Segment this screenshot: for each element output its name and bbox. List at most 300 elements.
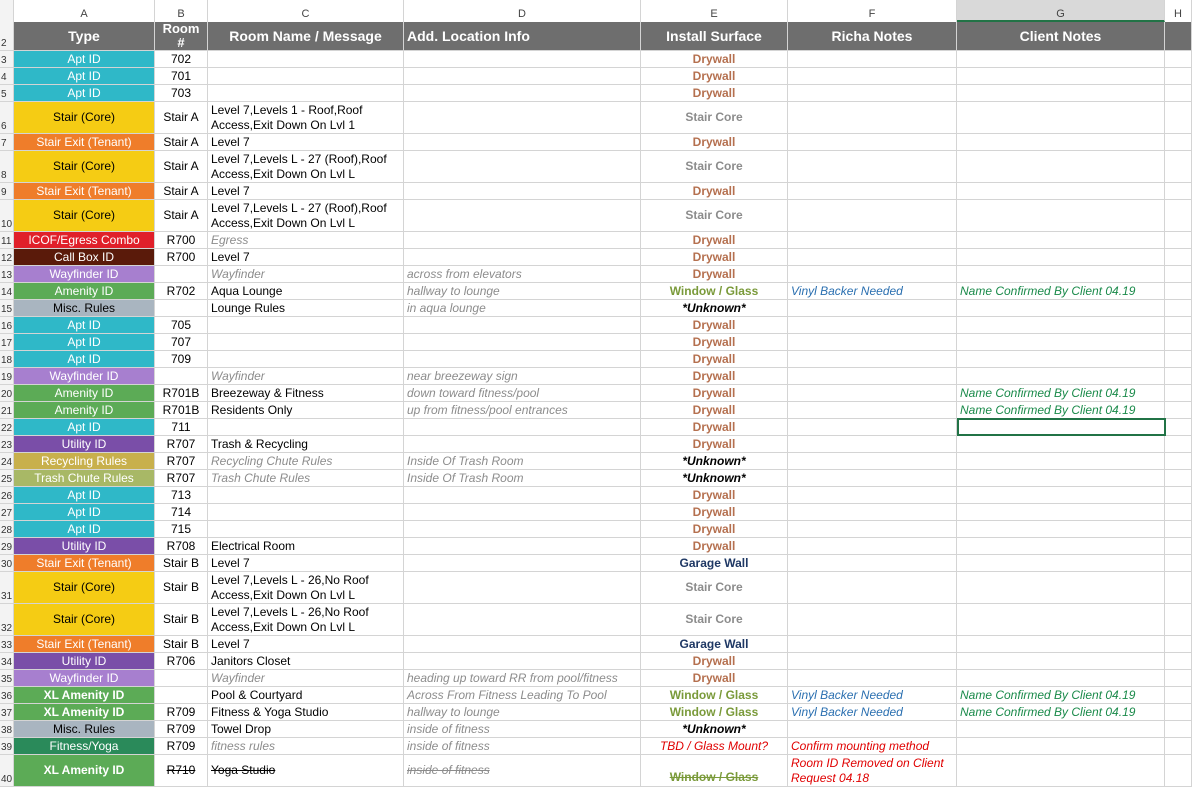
col-h-cell[interactable] bbox=[1165, 738, 1192, 755]
room-name-cell[interactable] bbox=[208, 300, 404, 317]
client-notes-cell[interactable] bbox=[957, 653, 1165, 670]
type-cell[interactable] bbox=[14, 604, 155, 636]
type-cell[interactable] bbox=[14, 453, 155, 470]
room-number-cell[interactable] bbox=[155, 738, 208, 755]
richa-notes-cell[interactable] bbox=[788, 85, 957, 102]
type-cell[interactable] bbox=[14, 200, 155, 232]
room-name-cell[interactable] bbox=[208, 134, 404, 151]
row-header[interactable]: 4 bbox=[0, 68, 14, 85]
room-name-cell[interactable] bbox=[208, 266, 404, 283]
install-surface-cell[interactable] bbox=[641, 436, 788, 453]
row-header[interactable]: 28 bbox=[0, 521, 14, 538]
client-notes-cell[interactable] bbox=[957, 249, 1165, 266]
client-notes-cell[interactable] bbox=[957, 351, 1165, 368]
location-info-cell[interactable] bbox=[404, 283, 641, 300]
install-surface-cell[interactable] bbox=[641, 653, 788, 670]
row-header[interactable]: 17 bbox=[0, 334, 14, 351]
location-info-cell[interactable] bbox=[404, 653, 641, 670]
location-info-cell[interactable] bbox=[404, 721, 641, 738]
room-number-cell[interactable] bbox=[155, 555, 208, 572]
col-h-cell[interactable] bbox=[1165, 436, 1192, 453]
room-name-cell[interactable] bbox=[208, 232, 404, 249]
room-name-cell[interactable] bbox=[208, 402, 404, 419]
location-info-cell[interactable] bbox=[404, 755, 641, 787]
install-surface-cell[interactable] bbox=[641, 249, 788, 266]
install-surface-cell[interactable] bbox=[641, 555, 788, 572]
client-notes-cell[interactable] bbox=[957, 521, 1165, 538]
richa-notes-cell[interactable] bbox=[788, 283, 957, 300]
richa-notes-cell[interactable] bbox=[788, 453, 957, 470]
col-h-cell[interactable] bbox=[1165, 183, 1192, 200]
room-name-cell[interactable] bbox=[208, 436, 404, 453]
install-surface-cell[interactable] bbox=[641, 755, 788, 787]
richa-notes-cell[interactable] bbox=[788, 704, 957, 721]
location-info-cell[interactable] bbox=[404, 385, 641, 402]
room-name-cell[interactable] bbox=[208, 572, 404, 604]
room-name-cell[interactable] bbox=[208, 283, 404, 300]
location-info-cell[interactable] bbox=[404, 317, 641, 334]
richa-notes-cell[interactable] bbox=[788, 51, 957, 68]
install-surface-cell[interactable] bbox=[641, 704, 788, 721]
col-h-cell[interactable] bbox=[1165, 200, 1192, 232]
type-cell[interactable] bbox=[14, 721, 155, 738]
col-h-cell[interactable] bbox=[1165, 572, 1192, 604]
client-notes-cell[interactable] bbox=[957, 232, 1165, 249]
col-h-cell[interactable] bbox=[1165, 368, 1192, 385]
type-cell[interactable] bbox=[14, 487, 155, 504]
room-number-cell[interactable] bbox=[155, 470, 208, 487]
row-header[interactable]: 21 bbox=[0, 402, 14, 419]
richa-notes-cell[interactable] bbox=[788, 604, 957, 636]
richa-notes-cell[interactable] bbox=[788, 687, 957, 704]
row-header[interactable]: 6 bbox=[0, 102, 14, 134]
location-info-cell[interactable] bbox=[404, 232, 641, 249]
row-header[interactable]: 35 bbox=[0, 670, 14, 687]
type-cell[interactable] bbox=[14, 555, 155, 572]
richa-notes-cell[interactable] bbox=[788, 738, 957, 755]
col-h-cell[interactable] bbox=[1165, 521, 1192, 538]
install-surface-cell[interactable] bbox=[641, 687, 788, 704]
row-header[interactable]: 5 bbox=[0, 85, 14, 102]
install-surface-cell[interactable] bbox=[641, 470, 788, 487]
room-name-cell[interactable] bbox=[208, 183, 404, 200]
client-notes-cell[interactable] bbox=[957, 368, 1165, 385]
row-header[interactable]: 12 bbox=[0, 249, 14, 266]
type-cell[interactable] bbox=[14, 436, 155, 453]
client-notes-cell[interactable] bbox=[957, 453, 1165, 470]
row-header[interactable]: 31 bbox=[0, 572, 14, 604]
room-name-cell[interactable] bbox=[208, 317, 404, 334]
room-number-cell[interactable] bbox=[155, 334, 208, 351]
client-notes-cell[interactable] bbox=[957, 487, 1165, 504]
row-header[interactable]: 38 bbox=[0, 721, 14, 738]
room-number-cell[interactable] bbox=[155, 283, 208, 300]
col-h-cell[interactable] bbox=[1165, 487, 1192, 504]
richa-notes-cell[interactable] bbox=[788, 572, 957, 604]
room-name-cell[interactable] bbox=[208, 521, 404, 538]
room-name-cell[interactable] bbox=[208, 538, 404, 555]
row-header[interactable]: 37 bbox=[0, 704, 14, 721]
header-room-number[interactable] bbox=[155, 22, 208, 51]
row-header[interactable]: 14 bbox=[0, 283, 14, 300]
install-surface-cell[interactable] bbox=[641, 402, 788, 419]
richa-notes-cell[interactable] bbox=[788, 300, 957, 317]
client-notes-cell[interactable] bbox=[957, 134, 1165, 151]
location-info-cell[interactable] bbox=[404, 134, 641, 151]
location-info-cell[interactable] bbox=[404, 402, 641, 419]
type-cell[interactable] bbox=[14, 636, 155, 653]
install-surface-cell[interactable] bbox=[641, 521, 788, 538]
room-name-cell[interactable] bbox=[208, 755, 404, 787]
row-header[interactable]: 39 bbox=[0, 738, 14, 755]
room-name-cell[interactable] bbox=[208, 453, 404, 470]
install-surface-cell[interactable] bbox=[641, 604, 788, 636]
room-number-cell[interactable] bbox=[155, 351, 208, 368]
col-h-cell[interactable] bbox=[1165, 102, 1192, 134]
type-cell[interactable] bbox=[14, 249, 155, 266]
room-number-cell[interactable] bbox=[155, 636, 208, 653]
richa-notes-cell[interactable] bbox=[788, 183, 957, 200]
install-surface-cell[interactable] bbox=[641, 351, 788, 368]
richa-notes-cell[interactable] bbox=[788, 636, 957, 653]
room-name-cell[interactable] bbox=[208, 351, 404, 368]
install-surface-cell[interactable] bbox=[641, 538, 788, 555]
client-notes-cell[interactable] bbox=[957, 151, 1165, 183]
location-info-cell[interactable] bbox=[404, 266, 641, 283]
location-info-cell[interactable] bbox=[404, 738, 641, 755]
location-info-cell[interactable] bbox=[404, 670, 641, 687]
row-header[interactable]: 10 bbox=[0, 200, 14, 232]
client-notes-cell[interactable] bbox=[957, 470, 1165, 487]
location-info-cell[interactable] bbox=[404, 436, 641, 453]
location-info-cell[interactable] bbox=[404, 470, 641, 487]
column-header-a[interactable]: A bbox=[14, 0, 155, 22]
client-notes-cell[interactable] bbox=[957, 385, 1165, 402]
install-surface-cell[interactable] bbox=[641, 51, 788, 68]
richa-notes-cell[interactable] bbox=[788, 653, 957, 670]
row-header[interactable]: 2 bbox=[0, 22, 14, 51]
location-info-cell[interactable] bbox=[404, 85, 641, 102]
client-notes-cell[interactable] bbox=[957, 102, 1165, 134]
richa-notes-cell[interactable] bbox=[788, 436, 957, 453]
select-all-corner[interactable] bbox=[0, 0, 14, 22]
col-h-cell[interactable] bbox=[1165, 68, 1192, 85]
location-info-cell[interactable] bbox=[404, 351, 641, 368]
type-cell[interactable] bbox=[14, 232, 155, 249]
room-name-cell[interactable] bbox=[208, 604, 404, 636]
row-header[interactable]: 33 bbox=[0, 636, 14, 653]
header-add-location-info[interactable] bbox=[404, 22, 641, 51]
richa-notes-cell[interactable] bbox=[788, 68, 957, 85]
client-notes-cell[interactable] bbox=[957, 670, 1165, 687]
type-cell[interactable] bbox=[14, 300, 155, 317]
room-name-cell[interactable] bbox=[208, 653, 404, 670]
install-surface-cell[interactable] bbox=[641, 68, 788, 85]
type-cell[interactable] bbox=[14, 419, 155, 436]
col-h-cell[interactable] bbox=[1165, 687, 1192, 704]
header-client-notes[interactable] bbox=[957, 22, 1165, 51]
room-number-cell[interactable] bbox=[155, 453, 208, 470]
install-surface-cell[interactable] bbox=[641, 419, 788, 436]
location-info-cell[interactable] bbox=[404, 102, 641, 134]
type-cell[interactable] bbox=[14, 755, 155, 787]
column-header-c[interactable]: C bbox=[208, 0, 404, 22]
col-h-cell[interactable] bbox=[1165, 232, 1192, 249]
install-surface-cell[interactable] bbox=[641, 368, 788, 385]
richa-notes-cell[interactable] bbox=[788, 368, 957, 385]
col-h-cell[interactable] bbox=[1165, 385, 1192, 402]
row-header[interactable]: 27 bbox=[0, 504, 14, 521]
install-surface-cell[interactable] bbox=[641, 504, 788, 521]
install-surface-cell[interactable] bbox=[641, 134, 788, 151]
richa-notes-cell[interactable] bbox=[788, 555, 957, 572]
install-surface-cell[interactable] bbox=[641, 334, 788, 351]
type-cell[interactable] bbox=[14, 368, 155, 385]
col-h-cell[interactable] bbox=[1165, 351, 1192, 368]
install-surface-cell[interactable] bbox=[641, 670, 788, 687]
location-info-cell[interactable] bbox=[404, 51, 641, 68]
room-name-cell[interactable] bbox=[208, 368, 404, 385]
location-info-cell[interactable] bbox=[404, 151, 641, 183]
header-col-h[interactable] bbox=[1165, 22, 1192, 51]
column-header-f[interactable]: F bbox=[788, 0, 957, 22]
location-info-cell[interactable] bbox=[404, 604, 641, 636]
room-number-cell[interactable] bbox=[155, 487, 208, 504]
install-surface-cell[interactable] bbox=[641, 151, 788, 183]
row-header[interactable]: 18 bbox=[0, 351, 14, 368]
room-name-cell[interactable] bbox=[208, 85, 404, 102]
client-notes-cell[interactable] bbox=[957, 636, 1165, 653]
richa-notes-cell[interactable] bbox=[788, 266, 957, 283]
richa-notes-cell[interactable] bbox=[788, 351, 957, 368]
room-name-cell[interactable] bbox=[208, 151, 404, 183]
room-number-cell[interactable] bbox=[155, 183, 208, 200]
column-header-b[interactable]: B bbox=[155, 0, 208, 22]
location-info-cell[interactable] bbox=[404, 504, 641, 521]
install-surface-cell[interactable] bbox=[641, 300, 788, 317]
room-name-cell[interactable] bbox=[208, 738, 404, 755]
client-notes-cell[interactable] bbox=[957, 68, 1165, 85]
room-name-cell[interactable] bbox=[208, 68, 404, 85]
column-header-h[interactable]: H bbox=[1165, 0, 1192, 22]
type-cell[interactable] bbox=[14, 538, 155, 555]
room-number-cell[interactable] bbox=[155, 266, 208, 283]
row-header[interactable]: 23 bbox=[0, 436, 14, 453]
type-cell[interactable] bbox=[14, 51, 155, 68]
room-number-cell[interactable] bbox=[155, 249, 208, 266]
type-cell[interactable] bbox=[14, 183, 155, 200]
type-cell[interactable] bbox=[14, 134, 155, 151]
room-number-cell[interactable] bbox=[155, 385, 208, 402]
row-header[interactable]: 3 bbox=[0, 51, 14, 68]
col-h-cell[interactable] bbox=[1165, 470, 1192, 487]
row-header[interactable]: 29 bbox=[0, 538, 14, 555]
header-richa-notes[interactable] bbox=[788, 22, 957, 51]
room-number-cell[interactable] bbox=[155, 402, 208, 419]
row-header[interactable]: 7 bbox=[0, 134, 14, 151]
room-number-cell[interactable] bbox=[155, 538, 208, 555]
col-h-cell[interactable] bbox=[1165, 721, 1192, 738]
row-header[interactable]: 8 bbox=[0, 151, 14, 183]
install-surface-cell[interactable] bbox=[641, 636, 788, 653]
room-number-cell[interactable] bbox=[155, 51, 208, 68]
install-surface-cell[interactable] bbox=[641, 200, 788, 232]
row-header[interactable]: 22 bbox=[0, 419, 14, 436]
room-name-cell[interactable] bbox=[208, 249, 404, 266]
location-info-cell[interactable] bbox=[404, 68, 641, 85]
location-info-cell[interactable] bbox=[404, 419, 641, 436]
room-name-cell[interactable] bbox=[208, 487, 404, 504]
row-header[interactable]: 15 bbox=[0, 300, 14, 317]
room-number-cell[interactable] bbox=[155, 653, 208, 670]
row-header[interactable]: 36 bbox=[0, 687, 14, 704]
room-number-cell[interactable] bbox=[155, 687, 208, 704]
richa-notes-cell[interactable] bbox=[788, 755, 957, 787]
type-cell[interactable] bbox=[14, 704, 155, 721]
col-h-cell[interactable] bbox=[1165, 134, 1192, 151]
col-h-cell[interactable] bbox=[1165, 453, 1192, 470]
type-cell[interactable] bbox=[14, 283, 155, 300]
column-header-d[interactable]: D bbox=[404, 0, 641, 22]
client-notes-cell[interactable] bbox=[957, 687, 1165, 704]
richa-notes-cell[interactable] bbox=[788, 538, 957, 555]
install-surface-cell[interactable] bbox=[641, 453, 788, 470]
type-cell[interactable] bbox=[14, 470, 155, 487]
location-info-cell[interactable] bbox=[404, 453, 641, 470]
room-name-cell[interactable] bbox=[208, 504, 404, 521]
col-h-cell[interactable] bbox=[1165, 283, 1192, 300]
room-name-cell[interactable] bbox=[208, 687, 404, 704]
location-info-cell[interactable] bbox=[404, 572, 641, 604]
row-header[interactable]: 26 bbox=[0, 487, 14, 504]
install-surface-cell[interactable] bbox=[641, 102, 788, 134]
richa-notes-cell[interactable] bbox=[788, 102, 957, 134]
client-notes-cell[interactable] bbox=[957, 738, 1165, 755]
location-info-cell[interactable] bbox=[404, 704, 641, 721]
room-number-cell[interactable] bbox=[155, 85, 208, 102]
row-header[interactable]: 20 bbox=[0, 385, 14, 402]
install-surface-cell[interactable] bbox=[641, 85, 788, 102]
location-info-cell[interactable] bbox=[404, 200, 641, 232]
row-header[interactable]: 11 bbox=[0, 232, 14, 249]
col-h-cell[interactable] bbox=[1165, 704, 1192, 721]
type-cell[interactable] bbox=[14, 151, 155, 183]
richa-notes-cell[interactable] bbox=[788, 385, 957, 402]
install-surface-cell[interactable] bbox=[641, 232, 788, 249]
header-room-name[interactable] bbox=[208, 22, 404, 51]
room-number-cell[interactable] bbox=[155, 572, 208, 604]
col-h-cell[interactable] bbox=[1165, 151, 1192, 183]
richa-notes-cell[interactable] bbox=[788, 317, 957, 334]
room-number-cell[interactable] bbox=[155, 102, 208, 134]
location-info-cell[interactable] bbox=[404, 555, 641, 572]
col-h-cell[interactable] bbox=[1165, 555, 1192, 572]
col-h-cell[interactable] bbox=[1165, 249, 1192, 266]
richa-notes-cell[interactable] bbox=[788, 232, 957, 249]
client-notes-cell[interactable] bbox=[957, 436, 1165, 453]
client-notes-cell[interactable] bbox=[957, 504, 1165, 521]
column-header-g[interactable]: G bbox=[957, 0, 1165, 22]
install-surface-cell[interactable] bbox=[641, 317, 788, 334]
room-name-cell[interactable] bbox=[208, 470, 404, 487]
col-h-cell[interactable] bbox=[1165, 334, 1192, 351]
location-info-cell[interactable] bbox=[404, 183, 641, 200]
location-info-cell[interactable] bbox=[404, 334, 641, 351]
client-notes-cell[interactable] bbox=[957, 755, 1165, 787]
row-header[interactable]: 30 bbox=[0, 555, 14, 572]
client-notes-cell[interactable] bbox=[957, 51, 1165, 68]
location-info-cell[interactable] bbox=[404, 249, 641, 266]
room-name-cell[interactable] bbox=[208, 334, 404, 351]
type-cell[interactable] bbox=[14, 351, 155, 368]
client-notes-cell[interactable] bbox=[957, 283, 1165, 300]
header-install-surface[interactable] bbox=[641, 22, 788, 51]
room-number-cell[interactable] bbox=[155, 504, 208, 521]
type-cell[interactable] bbox=[14, 572, 155, 604]
col-h-cell[interactable] bbox=[1165, 85, 1192, 102]
room-name-cell[interactable] bbox=[208, 385, 404, 402]
row-header[interactable]: 40 bbox=[0, 755, 14, 787]
richa-notes-cell[interactable] bbox=[788, 470, 957, 487]
col-h-cell[interactable] bbox=[1165, 504, 1192, 521]
client-notes-cell[interactable] bbox=[957, 721, 1165, 738]
col-h-cell[interactable] bbox=[1165, 419, 1192, 436]
row-header[interactable]: 19 bbox=[0, 368, 14, 385]
client-notes-cell[interactable] bbox=[957, 317, 1165, 334]
install-surface-cell[interactable] bbox=[641, 721, 788, 738]
room-name-cell[interactable] bbox=[208, 419, 404, 436]
client-notes-cell[interactable] bbox=[957, 538, 1165, 555]
room-name-cell[interactable] bbox=[208, 51, 404, 68]
richa-notes-cell[interactable] bbox=[788, 419, 957, 436]
col-h-cell[interactable] bbox=[1165, 266, 1192, 283]
col-h-cell[interactable] bbox=[1165, 300, 1192, 317]
room-number-cell[interactable] bbox=[155, 300, 208, 317]
richa-notes-cell[interactable] bbox=[788, 487, 957, 504]
room-name-cell[interactable] bbox=[208, 704, 404, 721]
install-surface-cell[interactable] bbox=[641, 266, 788, 283]
type-cell[interactable] bbox=[14, 653, 155, 670]
richa-notes-cell[interactable] bbox=[788, 151, 957, 183]
type-cell[interactable] bbox=[14, 317, 155, 334]
client-notes-cell[interactable] bbox=[957, 704, 1165, 721]
location-info-cell[interactable] bbox=[404, 300, 641, 317]
room-name-cell[interactable] bbox=[208, 200, 404, 232]
room-name-cell[interactable] bbox=[208, 102, 404, 134]
col-h-cell[interactable] bbox=[1165, 402, 1192, 419]
room-number-cell[interactable] bbox=[155, 232, 208, 249]
room-number-cell[interactable] bbox=[155, 317, 208, 334]
room-name-cell[interactable] bbox=[208, 555, 404, 572]
richa-notes-cell[interactable] bbox=[788, 521, 957, 538]
col-h-cell[interactable] bbox=[1165, 604, 1192, 636]
install-surface-cell[interactable] bbox=[641, 738, 788, 755]
richa-notes-cell[interactable] bbox=[788, 670, 957, 687]
room-number-cell[interactable] bbox=[155, 200, 208, 232]
location-info-cell[interactable] bbox=[404, 687, 641, 704]
type-cell[interactable] bbox=[14, 68, 155, 85]
location-info-cell[interactable] bbox=[404, 368, 641, 385]
client-notes-cell[interactable] bbox=[957, 555, 1165, 572]
row-header[interactable]: 25 bbox=[0, 470, 14, 487]
install-surface-cell[interactable] bbox=[641, 385, 788, 402]
richa-notes-cell[interactable] bbox=[788, 402, 957, 419]
room-number-cell[interactable] bbox=[155, 604, 208, 636]
type-cell[interactable] bbox=[14, 334, 155, 351]
col-h-cell[interactable] bbox=[1165, 653, 1192, 670]
client-notes-cell[interactable] bbox=[957, 572, 1165, 604]
install-surface-cell[interactable] bbox=[641, 487, 788, 504]
